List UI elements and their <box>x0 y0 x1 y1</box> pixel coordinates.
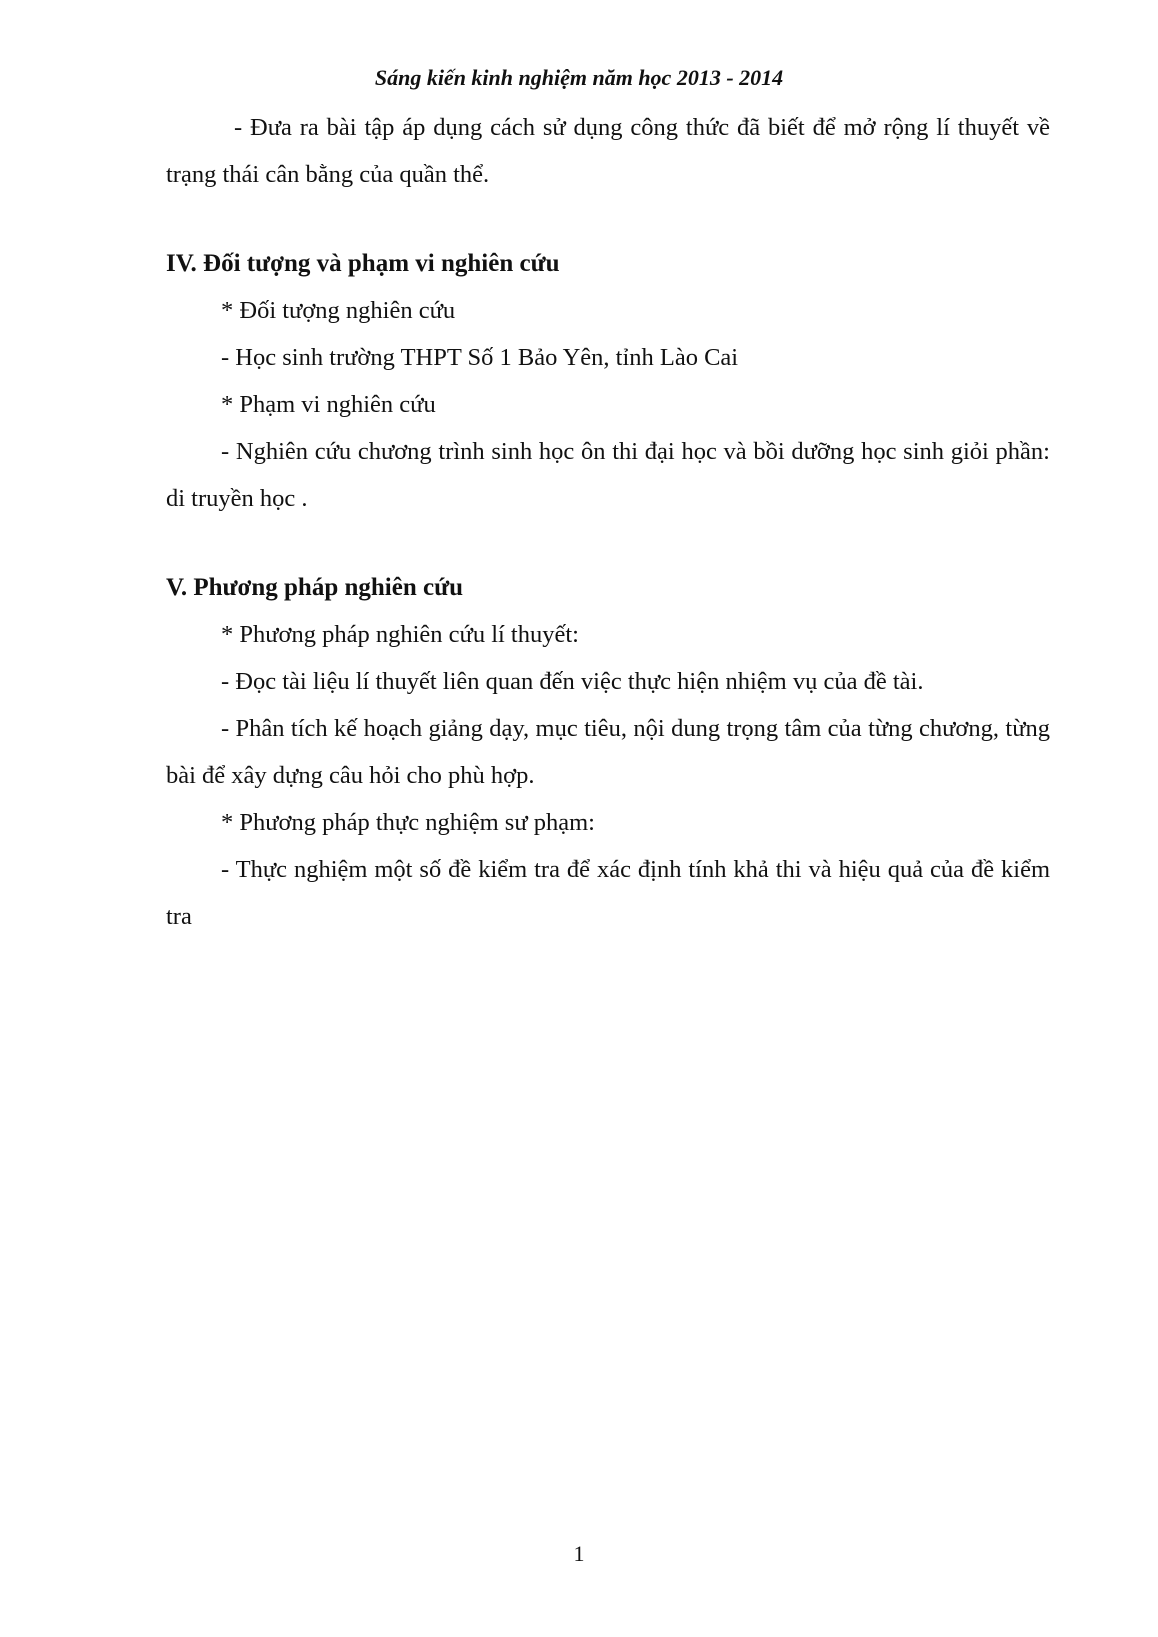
section-4-line-4: - Nghiên cứu chương trình sinh học ôn thi đại học và bồi dưỡng học sinh giỏi phần: di truyền học . <box>166 438 1050 512</box>
section-5-line-4: * Phương pháp thực nghiệm sư phạm: <box>221 809 595 836</box>
document-body <box>166 104 1050 940</box>
section-gap <box>166 522 1050 564</box>
page-header: Sáng kiến kinh nghiệm năm học 2013 - 2014 <box>374 65 784 90</box>
section-4-heading: IV. Đối tượng và phạm vi nghiên cứu <box>166 250 560 277</box>
section-5-line-1: * Phương pháp nghiên cứu lí thuyết: <box>221 621 579 648</box>
section-5-line-3: - Phân tích kế hoạch giảng dạy, mục tiêu, nội dung trọng tâm của từng chương, từng bài để xây dựng câu hỏi cho phù hợp. <box>166 715 1050 789</box>
section-5-heading: V. Phương pháp nghiên cứu <box>166 574 463 601</box>
section-4-line-2: - Học sinh trường THPT Số 1 Bảo Yên, tỉnh Lào Cai <box>221 344 739 371</box>
section-gap <box>166 198 1050 240</box>
section-5-line-5: - Thực nghiệm một số đề kiểm tra để xác định tính khả thi và hiệu quả của đề kiểm tra <box>166 856 1050 930</box>
section-4-line-3: * Phạm vi nghiên cứu <box>221 391 436 418</box>
section-4-line-1: * Đối tượng nghiên cứu <box>221 297 456 324</box>
intro-paragraph: - Đưa ra bài tập áp dụng cách sử dụng công thức đã biết để mở rộng lí thuyết về trạng thái cân bằng của quần thể. <box>166 114 1050 188</box>
page-number: 1 <box>573 1541 585 1566</box>
section-5-line-2: - Đọc tài liệu lí thuyết liên quan đến việc thực hiện nhiệm vụ của đề tài. <box>221 668 924 695</box>
